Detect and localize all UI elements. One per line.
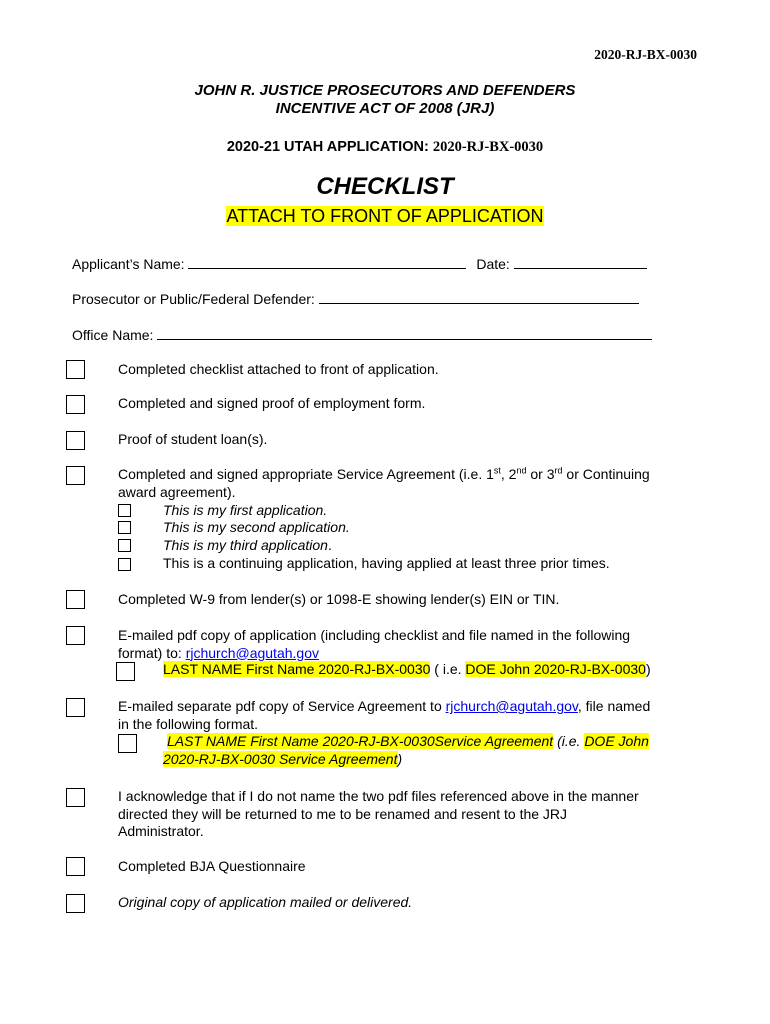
office-label: Office Name:	[72, 327, 154, 343]
option-continuing-application: This is a continuing application, having applied at least three prior times.	[163, 555, 610, 571]
title-line-2: INCENTIVE ACT OF 2008 (JRJ)	[275, 100, 495, 117]
item-bja-questionnaire: Completed BJA Questionnaire	[118, 858, 306, 874]
checklist-title: CHECKLIST	[316, 173, 454, 200]
title-line-1: JOHN R. JUSTICE PROSECUTORS AND DEFENDERS	[194, 82, 576, 99]
checkbox-continuing-application[interactable]	[118, 558, 131, 571]
service-agreement-line-2: award agreement).	[118, 483, 236, 500]
attach-text: ATTACH TO FRONT OF APPLICATION	[226, 206, 544, 226]
checkbox-service-agreement[interactable]	[66, 466, 85, 485]
service-agreement-text: Completed and signed appropriate Service Agreement (i.e. 1	[118, 466, 494, 482]
format-example: DOE John 2020-RJ-BX-0030	[465, 661, 646, 677]
applicant-name-row	[72, 254, 647, 272]
checkbox-second-application[interactable]	[118, 521, 131, 534]
application-line	[0, 139, 770, 156]
format-ie: ( i.e.	[430, 661, 466, 677]
date-label: Date:	[476, 256, 510, 272]
checkbox-student-loans[interactable]	[66, 431, 85, 450]
item-employment-form: Completed and signed proof of employment form.	[118, 395, 426, 411]
ack-line-1: I acknowledge that if I do not name the two pdf files referenced above in the manner	[118, 788, 639, 804]
option-first-application: This is my first application.	[163, 502, 328, 518]
checkbox-original-copy[interactable]	[66, 894, 85, 913]
emailed-pdf-line-1: E-mailed pdf copy of application (including checklist and file named in the following	[118, 627, 631, 643]
application-label: 2020-21 UTAH APPLICATION:	[226, 139, 433, 155]
checkbox-w9[interactable]	[66, 590, 85, 609]
third-application-text: This is my third application	[163, 537, 328, 553]
emailed-sa-text-2: , file named	[577, 698, 651, 714]
checkbox-bja-questionnaire[interactable]	[66, 857, 85, 876]
sup-st: st	[493, 465, 501, 476]
emailed-sa-text: E-mailed separate pdf copy of Service Agreement to	[118, 698, 446, 714]
checkbox-pdf-naming-format[interactable]	[116, 662, 135, 681]
checkbox-sa-naming-format[interactable]	[118, 734, 137, 753]
sa-naming-format	[163, 733, 707, 768]
sa-format-example-a: DOE John	[584, 733, 649, 749]
attach-instruction	[0, 206, 770, 227]
sep-1: , 2	[500, 466, 517, 482]
checkbox-third-application[interactable]	[118, 539, 131, 552]
service-agreement-text-2: or Continuing	[562, 466, 650, 482]
ack-line-3: Administrator.	[118, 823, 204, 839]
checkbox-completed-checklist[interactable]	[66, 360, 85, 379]
sep-2: or 3	[526, 466, 555, 482]
date-field[interactable]	[514, 254, 647, 269]
checkbox-employment-form[interactable]	[66, 395, 85, 414]
third-application-period: .	[327, 537, 332, 553]
checkbox-emailed-service-agreement[interactable]	[66, 698, 85, 717]
email-link-service-agreement[interactable]: rjchurch@agutah.gov	[445, 698, 578, 714]
item-service-agreement	[118, 466, 718, 501]
item-student-loans: Proof of student loan(s).	[118, 431, 268, 447]
applicant-name-label: Applicant’s Name:	[72, 256, 185, 272]
office-row	[72, 325, 652, 343]
checkbox-emailed-pdf[interactable]	[66, 626, 85, 645]
checkbox-acknowledge[interactable]	[66, 788, 85, 807]
prosecutor-label: Prosecutor or Public/Federal Defender:	[72, 291, 315, 307]
sa-format-example-b: 2020-RJ-BX-0030 Service Agreement	[163, 750, 398, 767]
item-emailed-service-agreement	[118, 698, 718, 733]
item-w9: Completed W-9 from lender(s) or 1098-E showing lender(s) EIN or TIN.	[118, 591, 560, 607]
email-link[interactable]: rjchurch@agutah.gov	[185, 644, 319, 661]
applicant-name-field[interactable]	[188, 254, 466, 269]
sa-format-name: LAST NAME First Name 2020-RJ-BX-0030Service Agreement	[167, 733, 554, 749]
sup-rd: rd	[554, 465, 563, 476]
format-name: LAST NAME First Name 2020-RJ-BX-0030	[163, 661, 431, 677]
item-emailed-pdf	[118, 627, 718, 662]
item-completed-checklist: Completed checklist attached to front of application.	[118, 361, 439, 377]
sup-nd: nd	[516, 465, 527, 476]
checkbox-first-application[interactable]	[118, 504, 131, 517]
item-acknowledge	[118, 788, 728, 841]
item-original-copy: Original copy of application mailed or delivered.	[118, 894, 413, 910]
office-name-field[interactable]	[157, 325, 652, 340]
sa-format-ie: (i.e.	[553, 733, 585, 749]
option-second-application: This is my second application.	[163, 519, 350, 535]
emailed-pdf-line-2: format) to:	[118, 644, 186, 661]
sa-format-close: )	[397, 750, 403, 767]
prosecutor-field[interactable]	[319, 289, 639, 304]
emailed-sa-line-2: in the following format.	[118, 715, 259, 732]
prosecutor-row	[72, 289, 639, 307]
ack-line-2: directed they will be returned to me to be renamed and resent to the JRJ	[118, 805, 568, 822]
option-third-application	[163, 537, 332, 555]
format-close: )	[645, 661, 651, 677]
document-id: 2020-RJ-BX-0030	[594, 47, 697, 62]
application-code: 2020-RJ-BX-0030	[432, 139, 544, 155]
pdf-naming-format	[163, 661, 651, 679]
